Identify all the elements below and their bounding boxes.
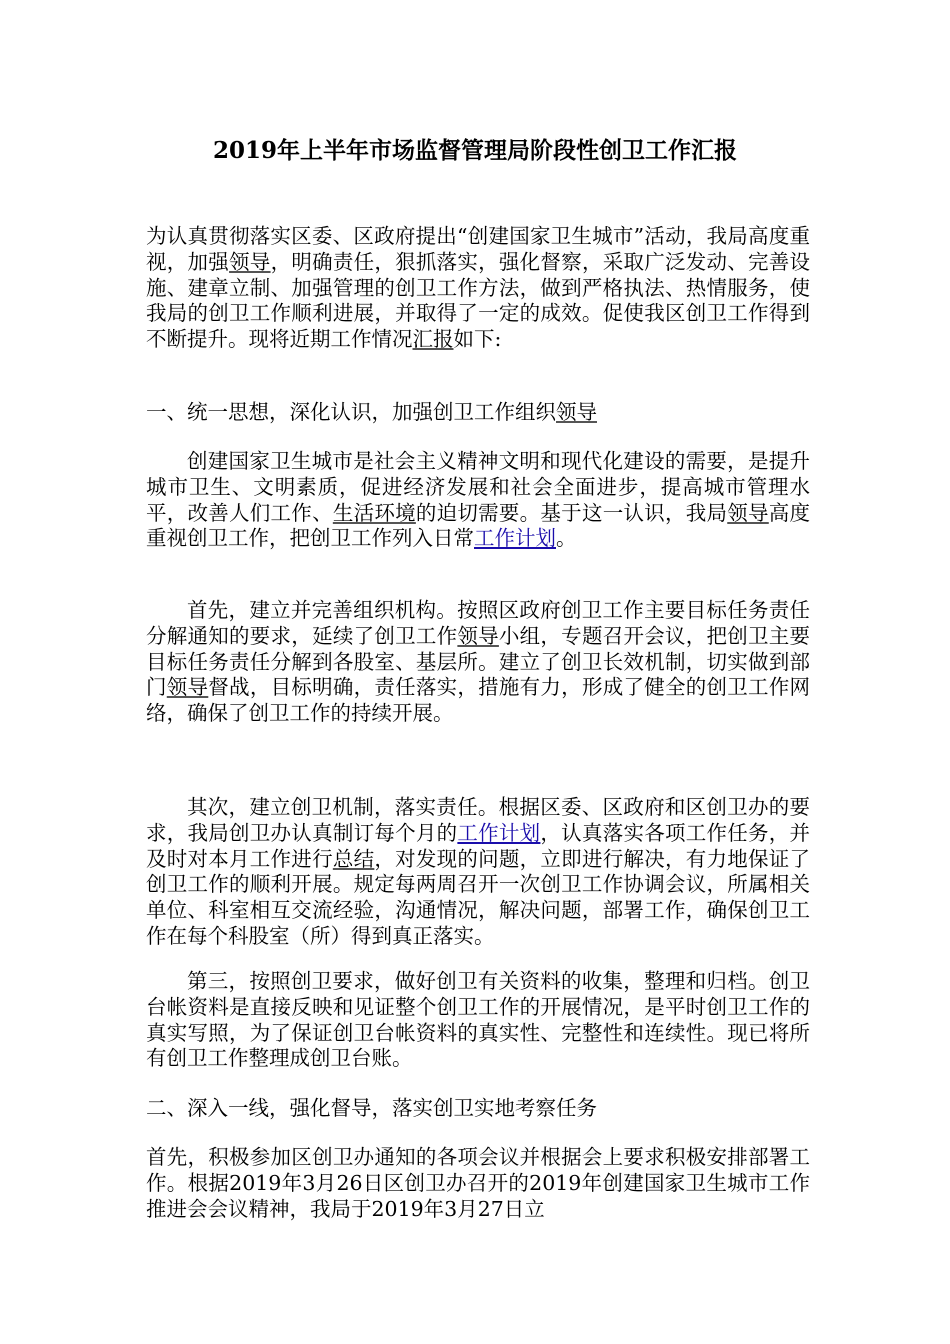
para-3-text-1: 其次，建立创卫机制，落实责任。根据区委、区政府和区创卫办的要求，我局创卫办认真制订每个月的 <box>146 795 810 845</box>
para-3-text-2: ，认真落实各项工作任务，并及时对本月工作进行 <box>146 820 811 871</box>
heading-1-text: 一、统一思想，深化认识，加强创卫工作组织 <box>146 400 556 424</box>
intro-link-report[interactable]: 汇报 <box>412 327 454 352</box>
para-4-text-1: 第三，按照创卫要求，做好创卫有关资料的收集，整理和归档。创卫台帐资料是直接反映和见证整个创卫工作的开展情况，是平时创卫工作的真实写照，为了保证创卫台帐资料的真实性、完整性和连续性。现已将所有创卫工作整理成创卫台账。 <box>146 969 810 1071</box>
intro-text-1: 为认真贯彻落实区委、区政府提出“创建国家卫生城市”活动，我局高度重视，加强 <box>146 224 810 274</box>
document-title: 2019年上半年市场监督管理局阶段性创卫工作汇报 <box>212 137 737 164</box>
para-1-link-living-environment[interactable]: 生活环境 <box>332 500 416 525</box>
paragraph-2 <box>146 598 810 727</box>
section-heading-1 <box>146 400 810 426</box>
para-2-link-leadership-2[interactable]: 领导 <box>166 675 209 700</box>
paragraph-5 <box>146 1145 810 1222</box>
para-3-text-3: ，对发现的问题，立即进行解决，有力地保证了创卫工作的顺利开展。规定每两周召开一次创卫工作协调会议，所属相关单位、科室相互交流经验，沟通情况，解决问题，部署工作，确保创卫工作在每个科股室（所）得到真正落实。 <box>146 846 811 948</box>
para-1-link-leadership[interactable]: 领导 <box>727 500 769 525</box>
section-heading-2 <box>146 1096 810 1122</box>
para-2-text-1: 首先，建立并完善组织机构。按照区政府创卫工作主要目标任务责任分解通知的要求，延续了创卫工作 <box>146 598 810 648</box>
para-1-text-3: 高度重视创卫工作，把创卫工作列入日常 <box>146 500 811 551</box>
intro-text-3: 如下: <box>453 327 502 352</box>
paragraph-3 <box>146 795 810 950</box>
heading-2-text: 二、深入一线，强化督导，落实创卫实地考察任务 <box>146 1096 597 1120</box>
para-5-text-1: 首先，积极参加区创卫办通知的各项会议并根据会上要求积极安排部署工作。根据2019年3月26日区创卫办召开的2019年创建国家卫生城市工作推进会会议精神，我局于2019年3月27日立 <box>146 1145 810 1221</box>
para-2-link-leadership-1[interactable]: 领导 <box>457 623 499 648</box>
intro-text-2: ，明确责任，狠抓落实，强化督察，采取广泛发动、完善设施、建章立制、加强管理的创卫工作方法，做到严格执法、热情服务，使我局的创卫工作顺利进展，并取得了一定的成效。促使我区创卫工作得到不断提升。现将近期工作情况 <box>146 249 811 352</box>
para-1-text-1: 创建国家卫生城市是社会主义精神文明和现代化建设的需要，是提升城市卫生、文明素质，促进经济发展和社会全面进步，提高城市管理水平，改善人们工作、 <box>146 449 810 525</box>
para-3-link-summary[interactable]: 总结 <box>332 846 375 871</box>
paragraph-4 <box>146 969 810 1072</box>
para-3-link-work-plan[interactable]: 工作计划 <box>457 820 541 845</box>
intro-link-leadership[interactable]: 领导 <box>229 249 271 274</box>
para-2-text-2: 小组，专题召开会议，把创卫主要目标任务责任分解到各股室、基层所。建立了创卫长效机制，切实做到部门 <box>146 623 811 700</box>
heading-1-link-leadership[interactable]: 领导 <box>556 400 597 424</box>
para-1-link-work-plan[interactable]: 工作计划 <box>474 526 556 551</box>
para-2-text-3: 督战，目标明确，责任落实，措施有力，形成了健全的创卫工作网络，确保了创卫工作的持续开展。 <box>146 675 811 726</box>
para-1-text-4: 。 <box>556 526 577 551</box>
para-1-text-2: 的迫切需要。基于这一认识，我局 <box>415 500 728 525</box>
paragraph-1 <box>146 449 810 552</box>
intro-paragraph <box>146 224 810 353</box>
